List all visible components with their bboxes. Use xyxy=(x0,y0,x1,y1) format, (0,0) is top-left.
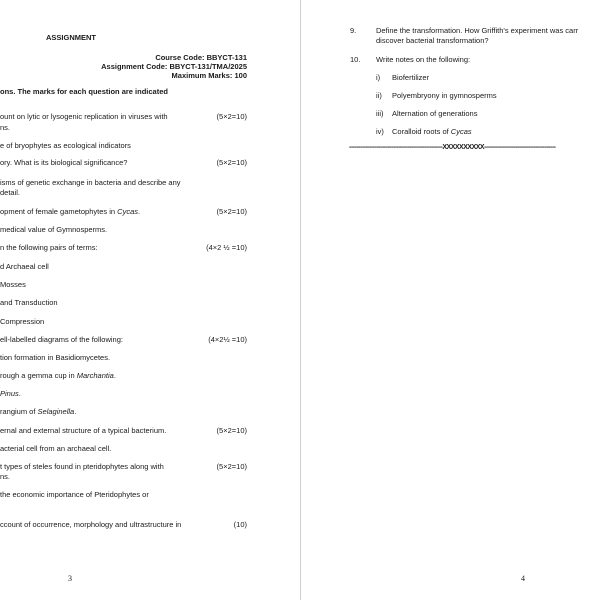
note-numeral: iv) xyxy=(376,127,384,136)
question-line: Pinus. xyxy=(0,389,21,398)
marks-label: (5×2=10) xyxy=(216,112,247,121)
marks-label: (5×2=10) xyxy=(216,462,247,471)
note-item: Biofertilizer xyxy=(392,73,430,82)
question-line: medical value of Gymnosperms. xyxy=(0,225,108,234)
question-line: ount on lytic or lysogenic replication in viruses with xyxy=(0,112,168,121)
right-page xyxy=(301,0,600,600)
course-code: Course Code: BBYCT-131 xyxy=(155,53,247,62)
marks-label: (10) xyxy=(233,520,247,529)
question-line: Write notes on the following: xyxy=(376,55,471,64)
question-line: tion formation in Basidiomycetes. xyxy=(0,353,111,362)
page-number: 3 xyxy=(68,574,72,583)
question-line: detail. xyxy=(0,188,21,197)
page-number: 4 xyxy=(521,574,525,583)
note-item: Polyembryony in gymnosperms xyxy=(392,91,497,100)
question-line: and Transduction xyxy=(0,298,58,307)
assignment-code: Assignment Code: BBYCT-131/TMA/2025 xyxy=(101,62,247,71)
note-numeral: iii) xyxy=(376,109,384,118)
question-line: ns. xyxy=(0,123,11,132)
question-line: discover bacterial transformation? xyxy=(376,36,489,45)
question-line: ory. What is its biological significance? xyxy=(0,158,128,167)
question-line: rangium of Selaginella. xyxy=(0,407,77,416)
instructions-line: ons. The marks for each question are indicated xyxy=(0,87,168,96)
question-line: ccount of occurrence, morphology and ultrastructure in xyxy=(0,520,182,529)
marks-label: (4×2 ½ =10) xyxy=(206,243,247,252)
question-line: ell-labelled diagrams of the following: xyxy=(0,335,123,344)
question-line: t types of steles found in pteridophytes along with xyxy=(0,462,164,471)
question-line: ns. xyxy=(0,472,11,481)
note-numeral: ii) xyxy=(376,91,382,100)
marks-label: (4×2½ =10) xyxy=(208,335,247,344)
question-line: rough a gemma cup in Marchantia. xyxy=(0,371,116,380)
marks-label: (5×2=10) xyxy=(216,426,247,435)
question-line: Compression xyxy=(0,317,45,326)
question-line: ernal and external structure of a typical bacterium. xyxy=(0,426,167,435)
question-line: n the following pairs of terms: xyxy=(0,243,98,252)
question-line: the economic importance of Pteridophytes or xyxy=(0,490,149,499)
marks-label: (5×2=10) xyxy=(216,207,247,216)
question-line: acterial cell from an archaeal cell. xyxy=(0,444,112,453)
question-number: 10. xyxy=(350,55,361,64)
question-line: isms of genetic exchange in bacteria and describe any xyxy=(0,178,181,187)
note-numeral: i) xyxy=(376,73,381,82)
note-item: Alternation of generations xyxy=(392,109,478,118)
question-line: e of bryophytes as ecological indicators xyxy=(0,141,131,150)
maximum-marks: Maximum Marks: 100 xyxy=(171,71,247,80)
assignment-heading: ASSIGNMENT xyxy=(46,33,97,42)
end-of-assignment-marker: ---------------------------------------------------XXXXXXXXXX--------------------------------------- xyxy=(349,144,556,151)
question-number: 9. xyxy=(350,26,357,35)
question-line: Define the transformation. How Griffith's experiment was carr xyxy=(376,26,579,35)
note-item: Coralloid roots of Cycas xyxy=(392,127,472,136)
marks-label: (5×2=10) xyxy=(216,158,247,167)
question-line: d Archaeal cell xyxy=(0,262,49,271)
question-line: Mosses xyxy=(0,280,26,289)
question-line: opment of female gametophytes in Cycas. xyxy=(0,207,141,216)
